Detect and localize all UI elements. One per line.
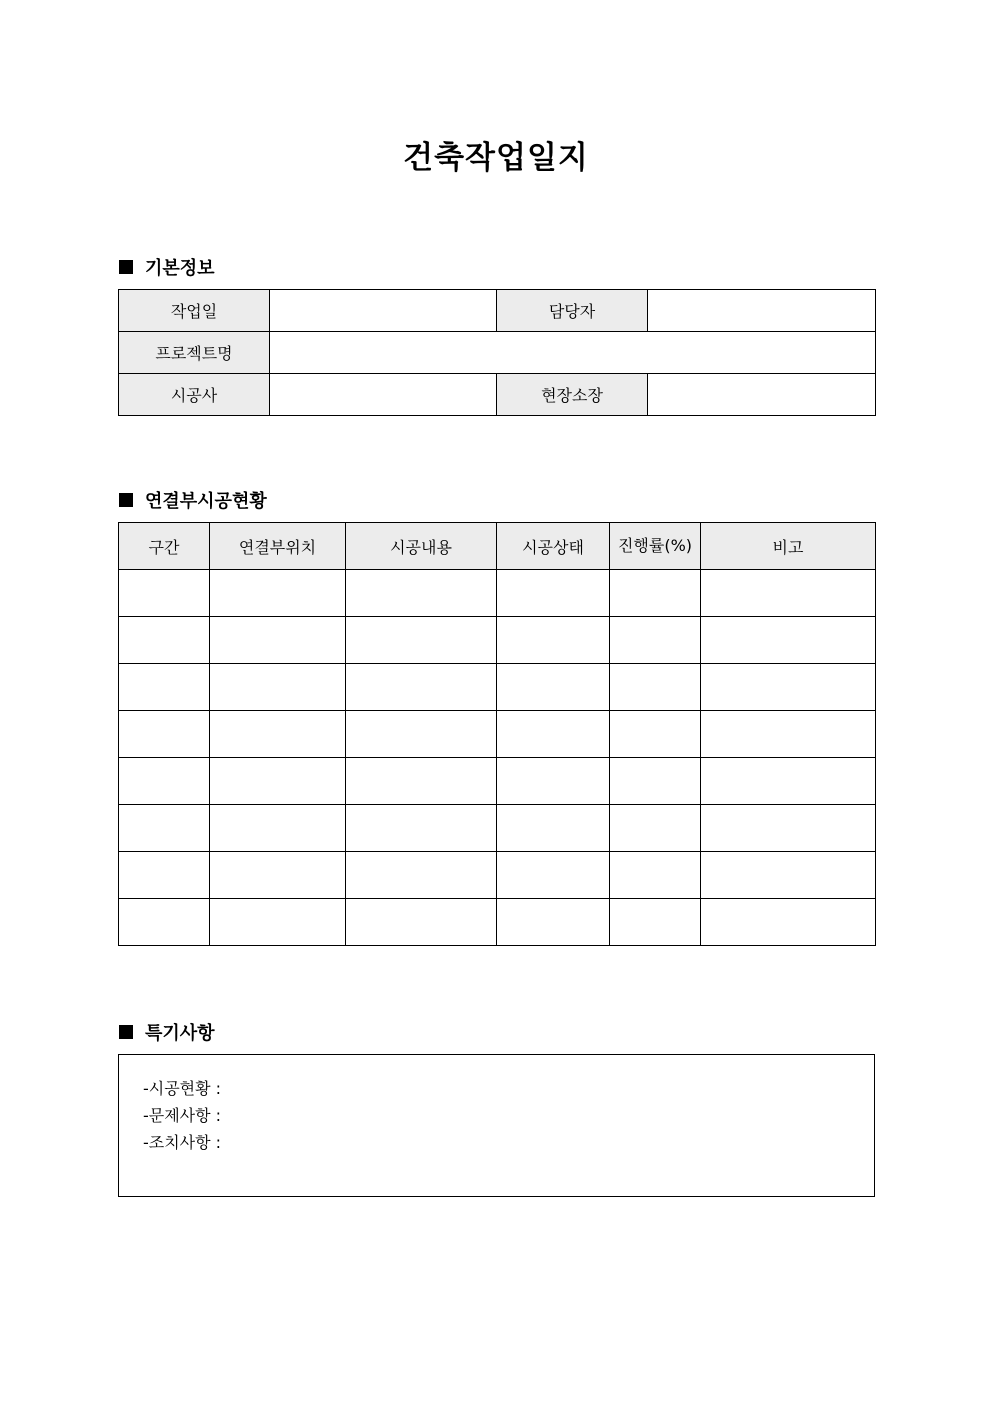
table-cell[interactable]	[610, 570, 701, 617]
site-manager-label: 현장소장	[497, 374, 648, 416]
table-cell[interactable]	[497, 899, 610, 946]
table-cell[interactable]	[610, 664, 701, 711]
table-cell[interactable]	[210, 758, 346, 805]
table-cell[interactable]	[610, 758, 701, 805]
table-cell[interactable]	[119, 852, 210, 899]
table-header-row	[119, 523, 876, 570]
table-cell[interactable]	[346, 899, 497, 946]
table-cell[interactable]	[119, 805, 210, 852]
column-header-progress: 진행률(%)	[610, 523, 701, 570]
manager-label: 담당자	[497, 290, 648, 332]
table-cell[interactable]	[497, 758, 610, 805]
table-cell[interactable]	[119, 664, 210, 711]
table-cell[interactable]	[701, 899, 876, 946]
contractor-label: 시공사	[119, 374, 270, 416]
project-name-field[interactable]	[270, 332, 876, 374]
table-cell[interactable]	[210, 664, 346, 711]
table-cell[interactable]	[497, 805, 610, 852]
table-cell[interactable]	[210, 617, 346, 664]
manager-field[interactable]	[648, 290, 876, 332]
table-cell[interactable]	[346, 570, 497, 617]
table-cell[interactable]	[346, 711, 497, 758]
section-heading-label: 특기사항	[145, 1023, 215, 1044]
work-date-label: 작업일	[119, 290, 270, 332]
table-row	[119, 617, 876, 664]
section-heading-notes	[119, 1019, 215, 1045]
page-title: 건축작업일지	[403, 140, 589, 176]
table-row	[119, 332, 876, 374]
table-row	[119, 852, 876, 899]
table-row	[119, 570, 876, 617]
square-bullet-icon	[119, 1025, 133, 1039]
note-line-actions: -조치사항 :	[143, 1133, 222, 1152]
section-heading-basic-info	[119, 254, 215, 280]
table-cell[interactable]	[610, 617, 701, 664]
table-cell[interactable]	[346, 758, 497, 805]
site-manager-field[interactable]	[648, 374, 876, 416]
table-cell[interactable]	[210, 570, 346, 617]
note-line-construction-status: -시공현황 :	[143, 1079, 222, 1098]
table-cell[interactable]	[119, 570, 210, 617]
table-row	[119, 290, 876, 332]
table-cell[interactable]	[210, 852, 346, 899]
table-cell[interactable]	[497, 664, 610, 711]
column-header-location: 연결부위치	[210, 523, 346, 570]
table-cell[interactable]	[610, 711, 701, 758]
table-cell[interactable]	[701, 617, 876, 664]
table-cell[interactable]	[610, 899, 701, 946]
table-cell[interactable]	[346, 805, 497, 852]
table-cell[interactable]	[497, 570, 610, 617]
table-cell[interactable]	[346, 617, 497, 664]
table-cell[interactable]	[701, 805, 876, 852]
basic-info-table	[118, 289, 876, 416]
table-cell[interactable]	[119, 899, 210, 946]
table-row	[119, 374, 876, 416]
square-bullet-icon	[119, 493, 133, 507]
table-cell[interactable]	[497, 617, 610, 664]
contractor-field[interactable]	[270, 374, 497, 416]
table-row	[119, 899, 876, 946]
table-cell[interactable]	[610, 852, 701, 899]
table-cell[interactable]	[210, 711, 346, 758]
table-cell[interactable]	[497, 852, 610, 899]
table-cell[interactable]	[346, 852, 497, 899]
table-cell[interactable]	[119, 711, 210, 758]
column-header-remarks: 비고	[701, 523, 876, 570]
work-date-field[interactable]	[270, 290, 497, 332]
table-row	[119, 758, 876, 805]
table-row	[119, 805, 876, 852]
section-heading-status	[119, 487, 267, 513]
table-row	[119, 711, 876, 758]
table-cell[interactable]	[119, 617, 210, 664]
table-row	[119, 664, 876, 711]
column-header-work-content: 시공내용	[346, 523, 497, 570]
table-cell[interactable]	[210, 805, 346, 852]
note-line-issues: -문제사항 :	[143, 1106, 222, 1125]
table-cell[interactable]	[701, 758, 876, 805]
table-cell[interactable]	[497, 711, 610, 758]
table-cell[interactable]	[701, 711, 876, 758]
connection-status-table	[118, 522, 876, 946]
table-cell[interactable]	[346, 664, 497, 711]
table-cell[interactable]	[701, 852, 876, 899]
project-name-label: 프로젝트명	[119, 332, 270, 374]
table-cell[interactable]	[119, 758, 210, 805]
notes-box[interactable]	[118, 1054, 875, 1197]
table-cell[interactable]	[210, 899, 346, 946]
table-cell[interactable]	[610, 805, 701, 852]
section-heading-label: 기본정보	[145, 258, 215, 279]
column-header-work-status: 시공상태	[497, 523, 610, 570]
column-header-section: 구간	[119, 523, 210, 570]
square-bullet-icon	[119, 260, 133, 274]
table-cell[interactable]	[701, 570, 876, 617]
table-cell[interactable]	[701, 664, 876, 711]
section-heading-label: 연결부시공현황	[145, 491, 267, 512]
